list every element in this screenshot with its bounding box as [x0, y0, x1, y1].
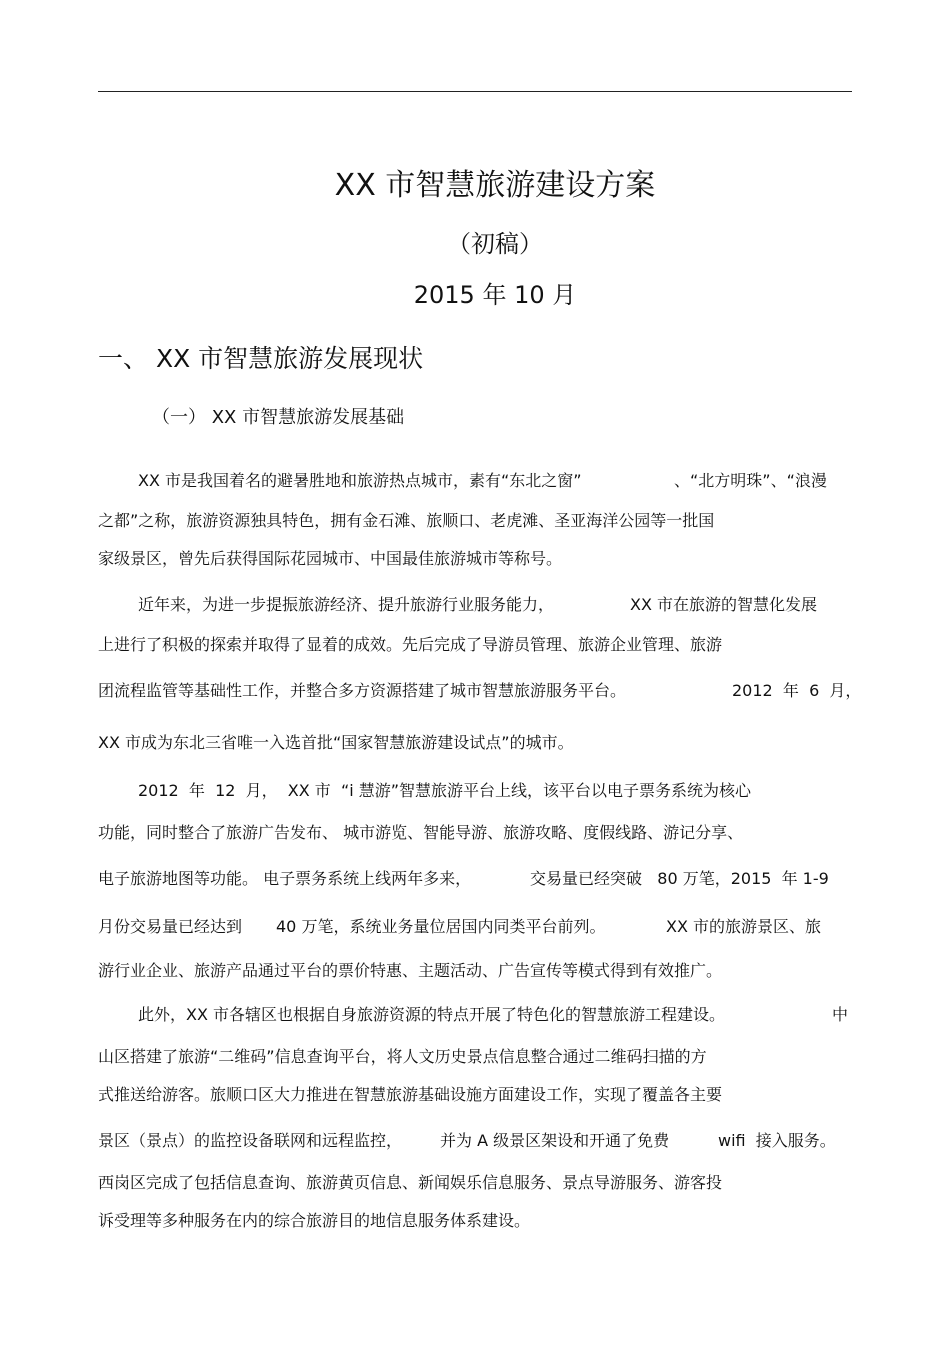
document-title: XX 市智慧旅游建设方案 — [334, 168, 656, 203]
paragraph-line: XX 市成为东北三省唯一入选首批“国家智慧旅游建设试点”的城市。 — [98, 733, 574, 752]
paragraph-line: 山区搭建了旅游“二维码”信息查询平台，将人文历史景点信息整合通过二维码扫描的方 — [98, 1047, 707, 1066]
paragraph-line: 、“北方明珠”、“浪漫 — [674, 471, 827, 490]
paragraph-line: 2012 年 6 月， — [732, 681, 862, 700]
paragraph-line: 并为 A 级景区架设和开通了免费 — [440, 1131, 670, 1150]
paragraph-line: 诉受理等多种服务在内的综合旅游目的地信息服务体系建设。 — [98, 1211, 531, 1230]
document-date: 2015 年 10 月 — [413, 281, 577, 309]
paragraph-line: 景区（景点）的监控设备联网和远程监控， — [98, 1131, 403, 1150]
paragraph-line: 月份交易量已经达到 — [98, 917, 243, 936]
paragraph-line: 中 — [832, 1005, 849, 1024]
document-subtitle: （初稿） — [447, 230, 543, 258]
header-rule — [98, 91, 852, 92]
paragraph-line: 功能，同时整合了旅游广告发布、 城市游览、智能导游、旅游攻略、度假线路、游记分享、 — [98, 823, 744, 842]
paragraph-line: XX 市是我国着名的避暑胜地和旅游热点城市，素有“东北之窗” — [138, 471, 582, 490]
paragraph-line: 交易量已经突破 80 万笔，2015 年 1-9 — [530, 869, 829, 888]
section-heading: 一、 XX 市智慧旅游发展现状 — [98, 344, 424, 373]
paragraph-line: 游行业企业、旅游产品通过平台的票价特惠、主题活动、广告宣传等模式得到有效推广。 — [98, 961, 723, 980]
paragraph-line: 之都”之称，旅游资源独具特色，拥有金石滩、旅顺口、老虎滩、圣亚海洋公园等一批国 — [98, 511, 715, 530]
paragraph-line: 式推送给游客。旅顺口区大力推进在智慧旅游基础设施方面建设工作，实现了覆盖各主要 — [98, 1085, 723, 1104]
paragraph-line: XX 市的旅游景区、旅 — [666, 917, 822, 936]
paragraph-line: 此外，XX 市各辖区也根据自身旅游资源的特点开展了特色化的智慧旅游工程建设。 — [138, 1005, 726, 1024]
paragraph-line: 团流程监管等基础性工作，并整合多方资源搭建了城市智慧旅游服务平台。 — [98, 681, 627, 700]
paragraph-line: 西岗区完成了包括信息查询、旅游黄页信息、新闻娱乐信息服务、景点导游服务、游客投 — [98, 1173, 723, 1192]
paragraph-line: 2012 年 12 月， XX 市 “i 慧游”智慧旅游平台上线，该平台以电子票务系统为核心 — [138, 781, 752, 800]
subsection-heading: （一） XX 市智慧旅游发展基础 — [152, 407, 405, 428]
paragraph-line: wifi 接入服务。 — [718, 1131, 836, 1150]
paragraph-line: 40 万笔，系统业务量位居国内同类平台前列。 — [276, 917, 606, 936]
paragraph-line: 上进行了积极的探索并取得了显着的成效。先后完成了导游员管理、旅游企业管理、旅游 — [98, 635, 723, 654]
paragraph-line: 近年来，为进一步提振旅游经济、提升旅游行业服务能力， — [138, 595, 555, 614]
paragraph-line: XX 市在旅游的智慧化发展 — [630, 595, 818, 614]
paragraph-line: 家级景区，曾先后获得国际花园城市、中国最佳旅游城市等称号。 — [98, 549, 563, 568]
paragraph-line: 电子旅游地图等功能。 电子票务系统上线两年多来， — [98, 869, 472, 888]
